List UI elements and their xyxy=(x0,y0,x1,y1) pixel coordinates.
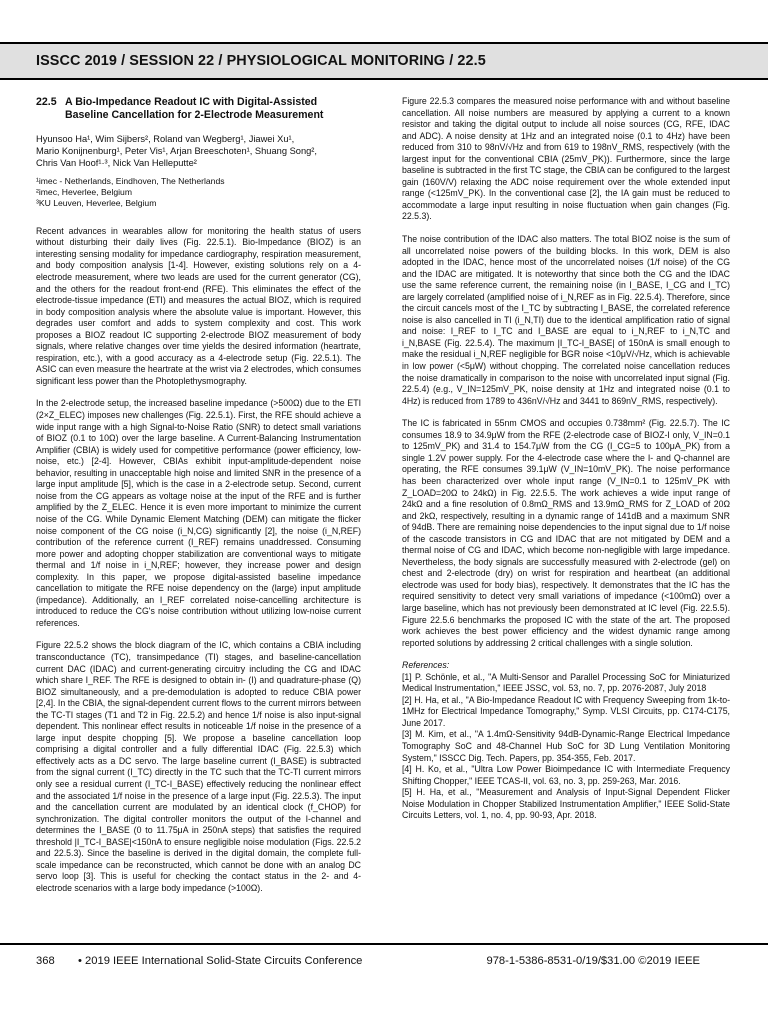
footer-divider xyxy=(0,943,768,945)
reference-item: [3] M. Kim, et al., "A 1.4mΩ-Sensitivity 94dB-Dynamic-Range Electrical Impedance Tomography SoC and 48-Channel Hub SoC for 3D Lung Ventilation Monitoring System," ISSCC Dig. Tech. Papers, pp. 354-355, Feb. 2017. xyxy=(402,729,730,763)
body-paragraph-idac-noise: The noise contribution of the IDAC also matters. The total BIOZ noise is the sum of all uncorrelated noise powers of the building blocks. In this work, DEM is also adopted in the IDAC, hence most of the uncorrelated noises (1/f noise) of the CG and the IDAC are mitigated. It is noteworthy that since both the CG and the IDAC use the same reference current, the remaining noise (in I_BASE, I_CG and I_TC) are largely correlated (amplified noise of i_N,REF as in Fig. 22.5.4). Therefore, since the circuit cancels most of the I_TC by subtracting I_BASE, the correlated reference noise is also cancelled in TI (i_N,TI) due to the identical amplification ratio of signal and noise: I_REF to I_TC and I_BASE are equal to i_N,REF to i_N,TC and i_N,BASE (Fig. 22.5.4). The maximum |I_TC-I_BASE| of 150nA is small enough to make the residual i_N,REF negligible for BGR noise <10μV/√Hz, which is achievable in low power (<5μW) without chopping. The correlated noise cancellation reduces the noise dramatically in comparison to the noise with uncorrelated input signal (Fig. 22.5.4) (e.g., V_IN=125mV_PK, noise density at 1Hz and integrated noise (0.1 to 4Hz) is reduced from 1789 to 436nV/√Hz and 3441 to 869nV_RMS, respectively). xyxy=(402,234,730,406)
authors-line-1: Hyunsoo Ha¹, Wim Sijbers², Roland van Wegberg¹, Jiawei Xu¹, xyxy=(36,134,295,144)
copyright-notice: 978-1-5386-8531-0/19/$31.00 ©2019 IEEE xyxy=(486,955,700,967)
top-margin xyxy=(0,0,768,42)
authors-line-2: Mario Konijnenburg¹, Peter Vis¹, Arjan Breeschoten¹, Shuang Song², xyxy=(36,146,317,157)
body-paragraph-challenges: In the 2-electrode setup, the increased baseline impedance (>500Ω) due to the ETI (2×Z_ELEC) imposes new challenges (Fig. 22.5.1). First, the RFE should achieve a wide input range with a high Signal-to-Noise Ratio (SNR) to detect small variations of BIOZ (0.1 to 10Ω) over the large baseline. A Current-Balancing Instrumentation Amplifier (CBIA) is widely used for competitive performance (power efficiency, low-noise, etc.) [2-4]. However, CBIAs exhibit input-amplitude-dependent noise behavior, resulting in unacceptable high noise and limited SNR in the presence of a large input amplitude [5], which is the case in a 2-electrode setup. Second, current noise from the CG appears as voltage noise at the input of the RFE and is further amplified by the Z_ELEC. Hence it is even more important to minimize the current noise of the CG. While Dynamic Element Matching (DEM) can mitigate the flicker noise component of the CG noise (i_N,CG) significantly [2], the noise (i_N,REF) contribution of the reference current (I_REF) remains unaddressed. Consuming more power and adopting chopper stabilization are conventional ways to mitigate thermal and 1/f noise in i_N,REF; however, they increase power and design complexity. In this paper, we propose digital-assisted baseline impedance cancellation to mitigate the RFE noise dependency on the (large) input amplitude (impedance). Additionally, an I_REF correlated noise-cancelling architecture is introduced to reduce the CG's noise contribution without utilizing low-noise current references. xyxy=(36,398,361,628)
reference-item: [1] P. Schönle, et al., "A Multi-Sensor and Parallel Processing SoC for Miniaturized Medical Instrumentation," IEEE JSSC, vol. 53, no. 7, pp. 2076-2087, July 2018 xyxy=(402,671,730,694)
session-header-title: ISSCC 2019 / SESSION 22 / PHYSIOLOGICAL MONITORING / 22.5 xyxy=(36,53,486,69)
body-paragraph-measurement-results: The IC is fabricated in 55nm CMOS and occupies 0.738mm² (Fig. 22.5.7). The IC consumes 18.9 to 34.9μW from the RFE (2-electrode case of BIOZ-I only, V_IN=0.1 to 125mV_PK) and 31.4 to 154.7μW from the CG (I_CG=5 to 100μA_PK) from a single 1.2V power supply. For the 4-electrode case where the I- and Q-channel are operating, the RFE consumes 39.1μW (V_IN=10mV_PK). The noise performance has been characterized over whole input range (V_IN=0.1 to 125mV_PK with Z_LOAD=20Ω to 24kΩ) in Fig. 22.5.5. The work achieves a wide input range of 24kΩ and a fine resolution of 0.8mΩ_RMS and 13.9mΩ_RMS for Z_LOAD of 20Ω and 2kΩ, respectively, resulting in a dynamic range of 141dB and a maximum SNR of 94dB. There are remaining noise dependencies to the input signal due to 1/f noise of the cascode transistors in CG and IDAC that are not mitigated by DEM and a thermal noise of CG and IDAC, which become non-negligible with large impedance. Nevertheless, the body signals are successfully measured with 2-electrode (gel) on chest and 2-electrode (dry) on wrist for respiration and heartbeat (an additional electrode was used for body bias), respectively. It demonstrates that the IC has the required sensitivity to detect very small variations of impedance (<100mΩ) over a large baseline, which has not previously been demonstrated at IC level (Fig. 22.5.5). Figure 22.5.6 benchmarks the proposed IC with the state of the art. The proposed work achieves the best power efficiency and the widest dynamic range among reported solutions by addressing 2 critical challenges with a single solution. xyxy=(402,418,730,648)
references-section xyxy=(402,660,730,822)
paper-number: 22.5 xyxy=(36,96,57,108)
session-header-bar xyxy=(0,42,768,80)
page-number: 368 xyxy=(36,955,55,967)
reference-item: [4] H. Ko, et al., "Ultra Low Power Bioimpedance IC with Intermediate Frequency Shifting Chopper," IEEE TCAS-II, vol. 63, no. 3, pp. 259-263, Mar. 2016. xyxy=(402,764,730,786)
conference-name: • 2019 IEEE International Solid-State Circuits Conference xyxy=(78,955,363,967)
reference-item: [2] H. Ha, et al., "A Bio-Impedance Readout IC with Frequency Sweeping from 1k-to-1MHz for Electrical Impedance Tomography," Symp. VLSI Circuits, pp. C174-C175, June 2017. xyxy=(402,694,730,728)
reference-item: [5] H. Ha, et al., "Measurement and Analysis of Input-Signal Dependent Flicker Noise Modulation in Chopper Stabilized Instrumentation Amplifier," IEEE Solid-State Circuits Letters, vol. 1, no. 4, pp. 90-93, Apr. 2018. xyxy=(402,787,730,821)
body-paragraph-intro: Recent advances in wearables allow for monitoring the health status of users without disturbing their daily lives (Fig. 22.5.1). Bio-Impedance (BIOZ) is an interesting sensing modality for impedance cardiography, respiration measurement, and body composition analysis [1-4]. However, existing solutions rely on a 4-electrode measurement, where two leads are used for the current generator (CG), and the others for the readout front-end (RFE). This eliminates the effect of the electrode-tissue impedance (ETI) and measures the actual BIOZ, which is required in body composition analysis where the absolute value is important. However, this degrades user comfort and adds to system complexity and cost. This work proposes a BIOZ readout IC supporting 2-electrode BIOZ measurement of body signals, where relative changes over time yields the desired information (heartrate, respiration, etc.), with a good accuracy as a 4-electrode setup (Fig. 22.5.1). The ASIC can even measure the heartrate at the wrist via 2 electrodes, which consumes significant less power than the Photoplethysmography. xyxy=(36,225,361,386)
left-column xyxy=(36,96,361,905)
authors-line-3: Chris Van Hoof¹·³, Nick Van Helleputte² xyxy=(36,158,197,169)
paper-title-line-2: Baseline Cancellation for 2-Electrode Measurement xyxy=(65,109,324,121)
affiliations xyxy=(36,176,361,210)
paper-title xyxy=(36,96,361,122)
author-list xyxy=(36,133,361,170)
affiliation-1: ¹imec - Netherlands, Eindhoven, The Netherlands xyxy=(36,175,225,186)
body-paragraph-block-diagram: Figure 22.5.2 shows the block diagram of the IC, which contains a CBIA including transconductance (TC), transimpedance (TI) stages, and baseline-cancellation current DAC (IDAC) and current-generating circuitry including the CG and IDAC which share I_REF. The RFE is designed to obtain in- (I) and quadrature-phase (Q) BIOZ simultaneously, and a pre-demodulation is adopted to reduce CBIA power [2,4]. In the CBIA, the signal-dependent current flows to the current mirrors between the TC-TI stages (T1 and T2 in Fig. 22.5.2) and hence 1/f noise is also input-signal dependent. This nonlinear effect results in noticeable 1/f noise in the presence of a large input despite chopping [5]. We propose a baseline cancellation loop comprising a digital controller and a fully differential IDAC (Fig. 22.5.3) which effectively acts as a DC servo. The large baseline current (I_BASE) is subtracted from the signal current (I_TC) directly in the TC such that the TC-TI current mirrors only see a residual current (I_TC-I_BASE) effectively reducing the nonlinear effect and the associated 1/f noise in the presence of a large input (Fig. 22.5.3). The input and the cancellation current are modulated by an identical clock (f_CHOP) for synchronization. The digital controller monitors the output of the I-channel and determines the I_BASE (0 to 11.75μA in 250nA steps) that satisfies the required threshold |I_TC-I_BASE|<150nA to ensure negligible noise modulation (Figs. 22.5.2 and 22.5.3). Since the baseline is derived in the digital domain, the complete full-scale impedance can be reconstructed, which cannot be done with an analog DC servo loop [3]. This is useful for checking the contact status in the 2- and 4-electrode scenarios with a large body impedance (>100Ω). xyxy=(36,640,361,893)
right-column xyxy=(402,96,730,822)
affiliation-2: ²imec, Heverlee, Belgium xyxy=(36,187,132,198)
references-heading: References: xyxy=(402,660,450,671)
body-paragraph-noise-comparison: Figure 22.5.3 compares the measured noise performance with and without baseline cancellation. All noise numbers are measured by applying a current to a known resistor and taking the digital output to include all noise sources (CG, RFE, IDAC and ADC). A noise density at 1Hz and an integrated noise (0.1 to 4Hz) have been reduced from 310 to 98nV/√Hz and from 619 to 198nV_RMS, respectively (with the largest input for the conventional CBIA (25mV_PK)). Furthermore, since the large baseline is subtracted in the first TC stage, the CBIA can be configured to the largest gain (160V/V) relaxing the ADC noise requirement over the whole extended input range (<125mV_PK). In the conventional case [2], the IA gain must be reduced to accommodate a large input resulting in noise fluctuation when gain changes (Fig. 22.5.3). xyxy=(402,96,730,222)
paper-title-text xyxy=(65,96,323,122)
paper-title-line-1: A Bio-Impedance Readout IC with Digital-Assisted xyxy=(65,96,318,108)
affiliation-3: ³KU Leuven, Heverlee, Belgium xyxy=(36,198,157,209)
